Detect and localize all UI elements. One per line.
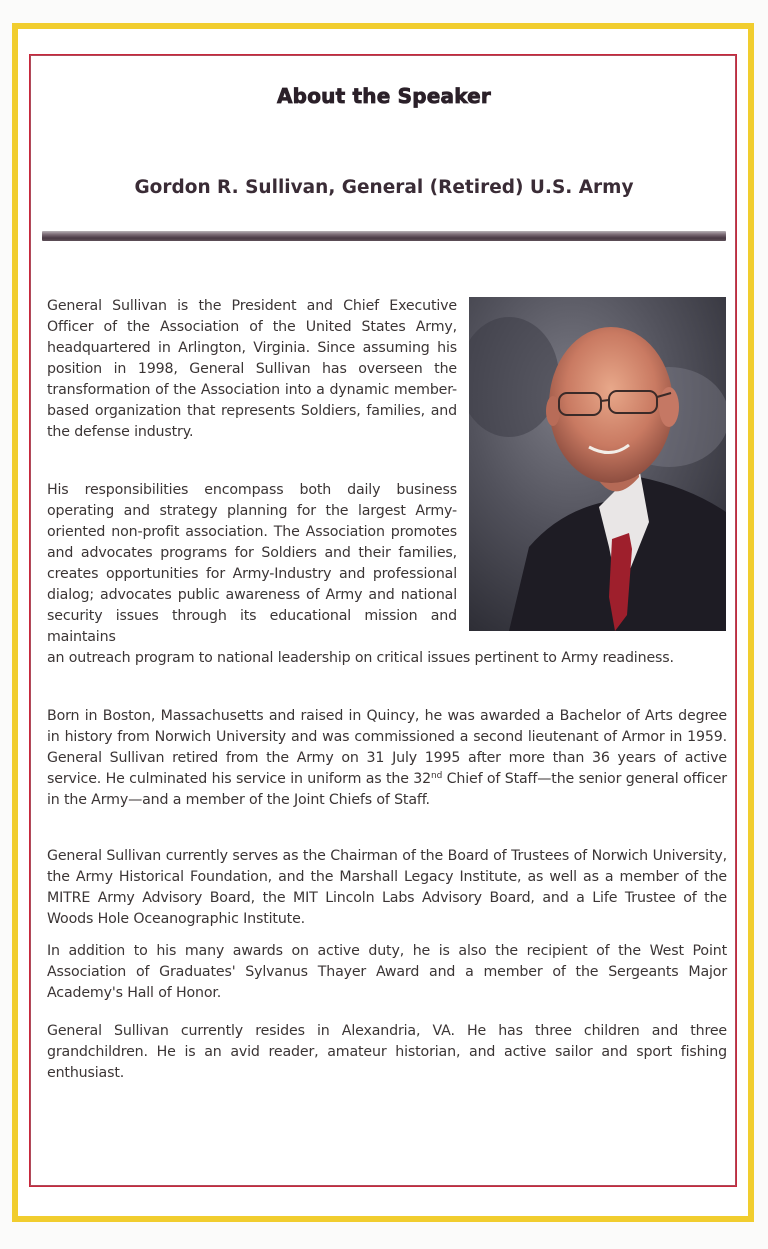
ordinal-suffix: nd <box>431 771 443 781</box>
speaker-name-heading: Gordon R. Sullivan, General (Retired) U.S. Army <box>134 177 634 198</box>
bio-paragraph-4: General Sullivan currently serves as the Chairman of the Board of Trustees of Norwich University, the Army Historical Foundation, and the Marshall Legacy Institute, as well as a member of the MITRE Army Advisory Board, the MIT Lincoln Labs Advisory Board, and a Life Trustee of the Woods Hole Oceanographic Institute. <box>47 848 727 927</box>
bio-paragraph-3-text: Born in Boston, Massachusetts and raised in Quincy, he was awarded a Bachelor of Arts degree in history from Norwich University and was commissioned a second lieutenant of Armor in 1959. General Sullivan retired from the Army on 31 July 1995 after more than 36 years of active service. He culminated his service in uniform as the 32 <box>47 708 727 787</box>
bio-paragraph-2-continued: an outreach program to national leadership on critical issues pertinent to Army readiness. <box>47 650 674 666</box>
bio-paragraph-5: In addition to his many awards on active duty, he is also the recipient of the West Point Association of Graduates' Sylvanus Thayer Award and a member of the Sergeants Major Academy's Hall of Honor. <box>47 943 727 1001</box>
speaker-face <box>549 327 673 483</box>
page-title: About the Speaker <box>277 84 491 108</box>
header-divider-bar <box>42 231 726 241</box>
bio-paragraph-3-text-end: Chief of Staff—the senior general officer in the Army—and a member of the Joint Chiefs of Staff. <box>47 771 727 808</box>
bio-paragraph-3 <box>47 706 727 811</box>
bio-paragraph-1: General Sullivan is the President and Chief Executive Officer of the Association of the United States Army, headquartered in Arlington, Virginia. Since assuming his position in 1998, General Sullivan has overseen the transformation of the Association into a dynamic member-based organization that represents Soldiers, families, and the defense industry. <box>47 298 457 440</box>
bio-paragraph-2: His responsibilities encompass both daily business operating and strategy planning for the largest Army-oriented non-profit association. The Association promotes and advocates programs for Soldiers and their families, creates opportunities for Army-Industry and professional dialog; advocates public awareness of Army and national security issues through its educational mission and maintains <box>47 482 457 645</box>
bio-paragraph-6: General Sullivan currently resides in Alexandria, VA. He has three children and three grandchildren. He is an avid reader, amateur historian, and active sailor and sport fishing enthusiast. <box>47 1023 727 1081</box>
speaker-portrait-photo <box>469 297 726 631</box>
portrait-illustration <box>469 297 726 631</box>
